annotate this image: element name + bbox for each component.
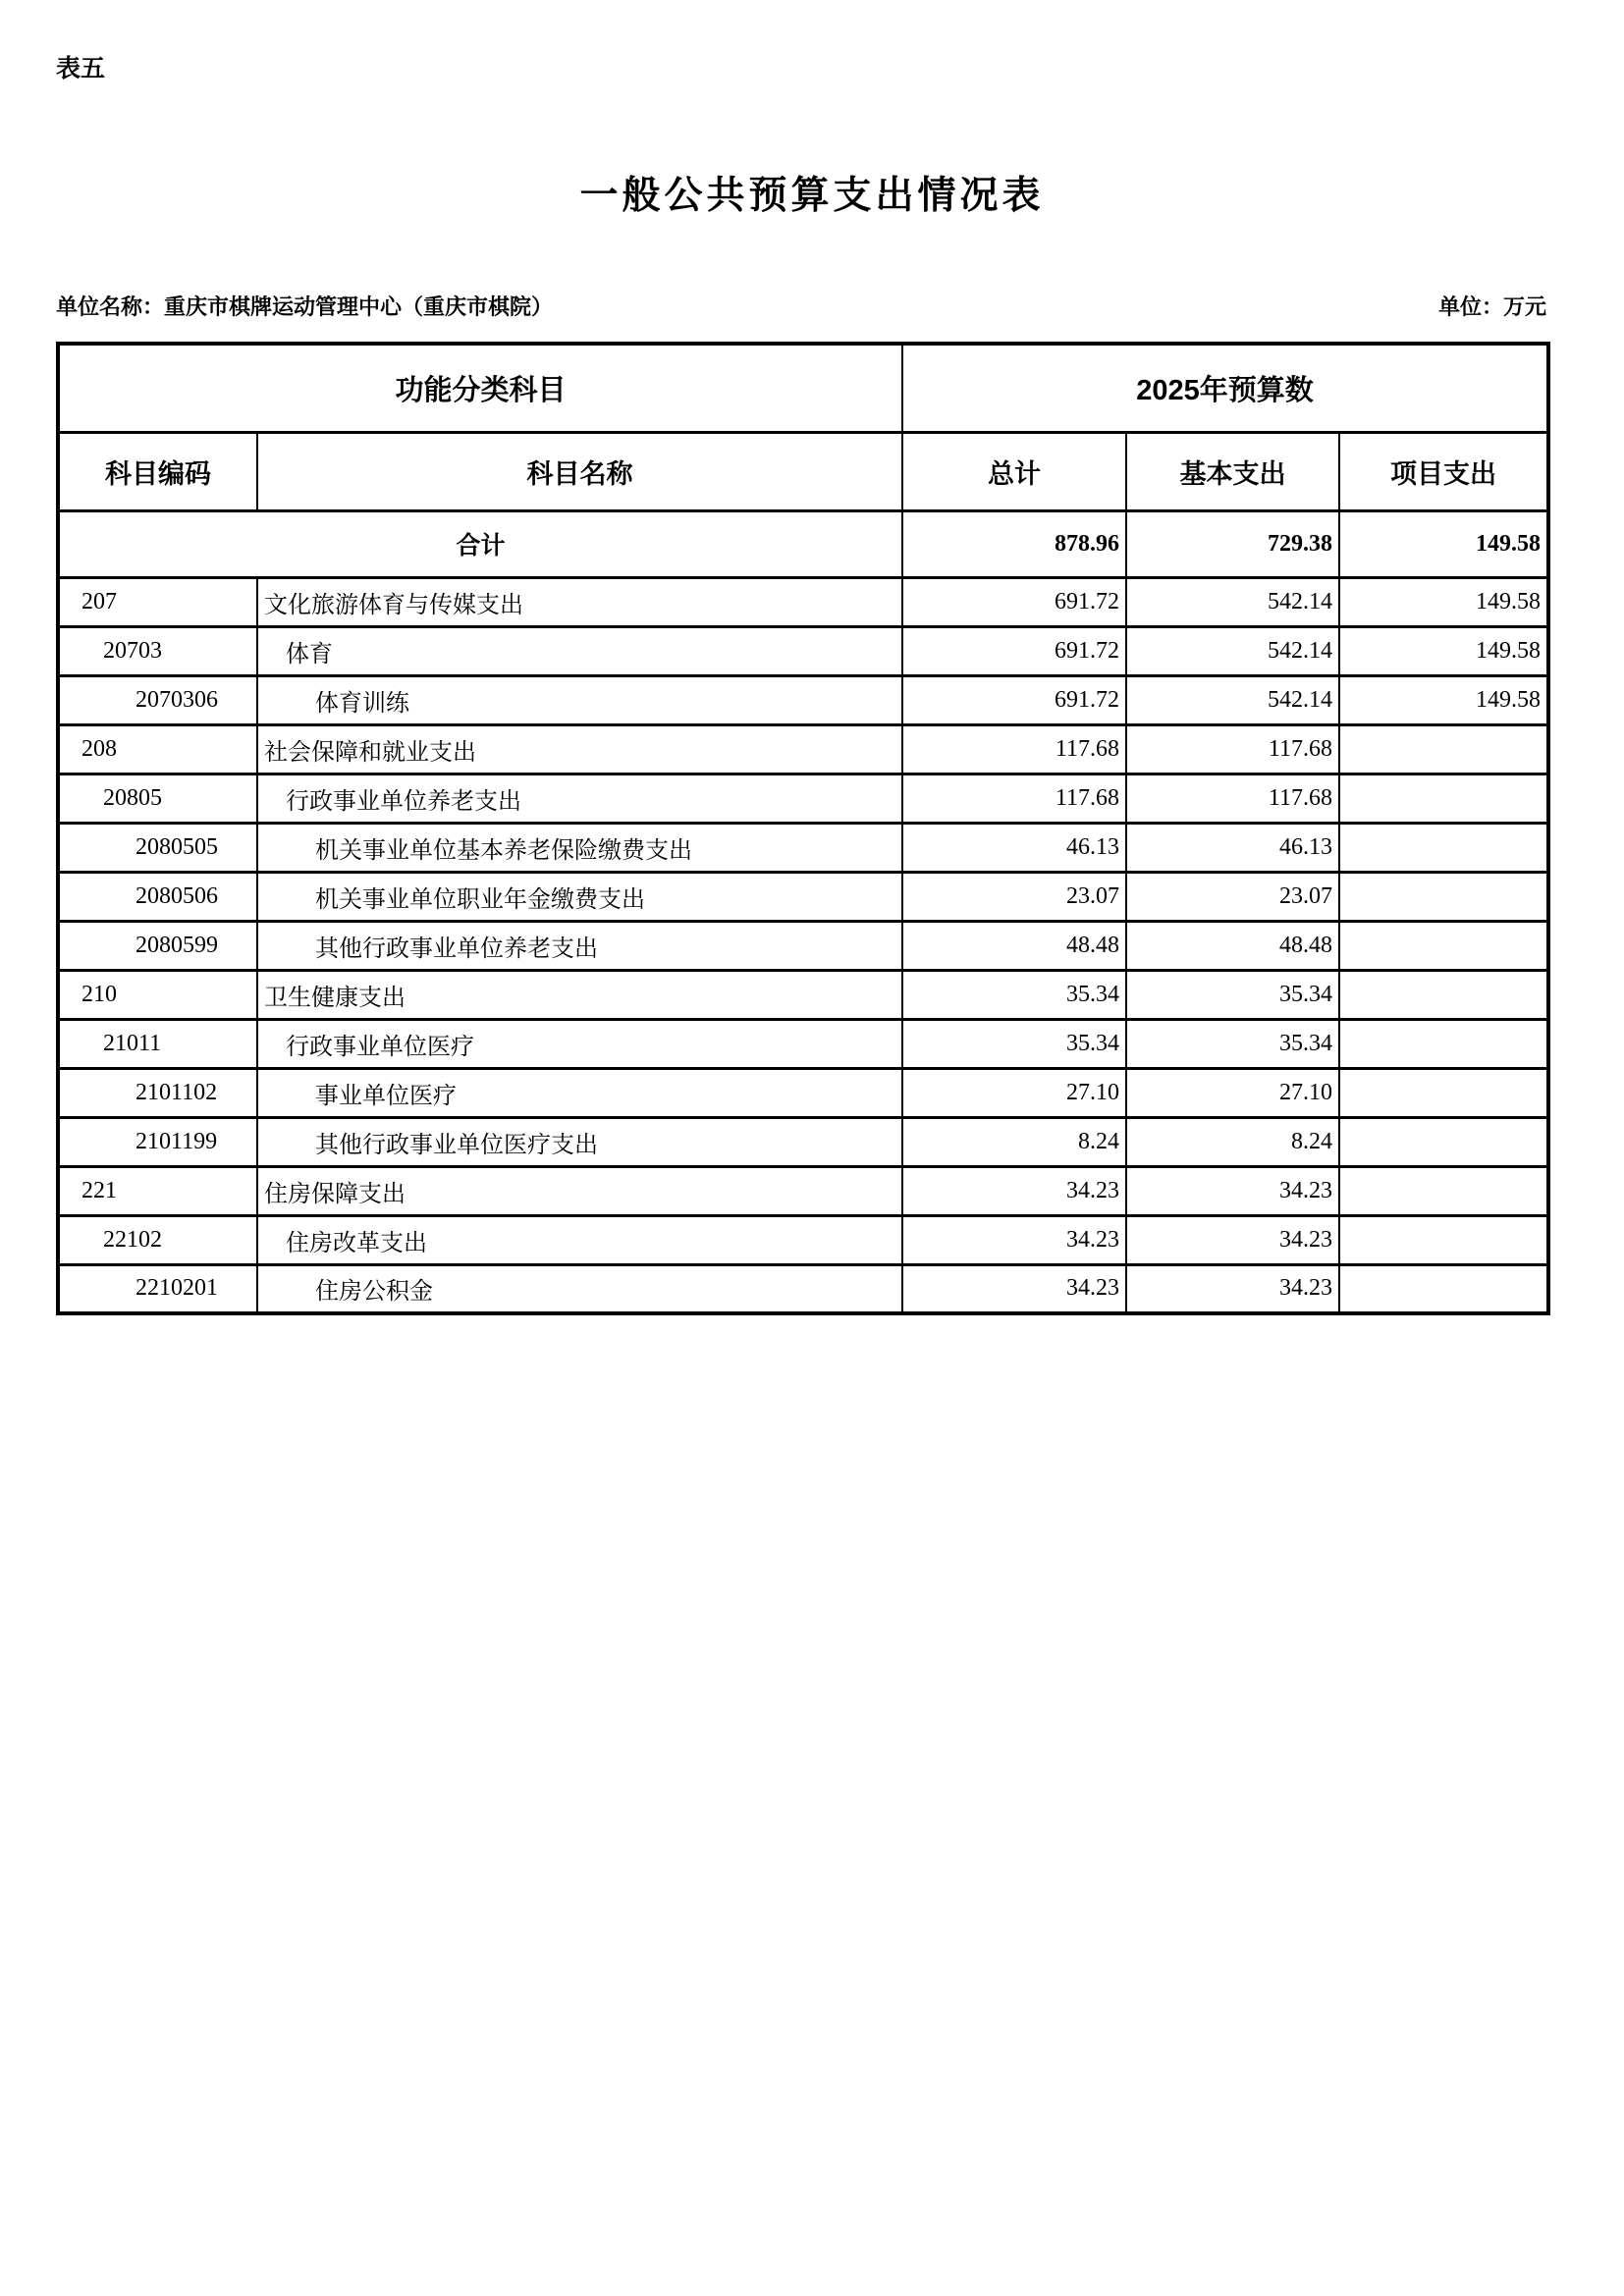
table-row xyxy=(58,626,1548,675)
subject-name-cell: 卫生健康支出 xyxy=(257,970,902,1019)
table-row xyxy=(58,921,1548,970)
basic-value-cell: 46.13 xyxy=(1126,823,1339,872)
subject-code-cell: 210 xyxy=(58,970,257,1019)
total-value-cell: 35.34 xyxy=(902,970,1126,1019)
currency-unit-label: 单位：万元 xyxy=(1437,294,1546,319)
total-value-cell: 34.23 xyxy=(902,1166,1126,1215)
grand-total-project-cell: 149.58 xyxy=(1339,510,1548,577)
budget-table xyxy=(56,342,1550,1315)
subject-code-cell: 22102 xyxy=(58,1215,257,1264)
table-row xyxy=(58,1166,1548,1215)
basic-value-cell: 23.07 xyxy=(1126,872,1339,921)
table-row xyxy=(58,1215,1548,1264)
total-value-cell: 35.34 xyxy=(902,1019,1126,1068)
table-row xyxy=(58,1019,1548,1068)
total-value-cell: 48.48 xyxy=(902,921,1126,970)
basic-value-cell: 542.14 xyxy=(1126,675,1339,724)
subject-name-cell: 事业单位医疗 xyxy=(257,1068,902,1117)
project-value-cell xyxy=(1339,1264,1548,1313)
basic-value-cell: 48.48 xyxy=(1126,921,1339,970)
project-value-cell xyxy=(1339,1068,1548,1117)
grand-total-total-cell: 878.96 xyxy=(902,510,1126,577)
subject-name-cell: 社会保障和就业支出 xyxy=(257,724,902,774)
header-project-expenditure: 项目支出 xyxy=(1339,432,1548,510)
header-function-classification: 功能分类科目 xyxy=(58,344,902,432)
header-columns-row xyxy=(58,432,1548,510)
total-value-cell: 691.72 xyxy=(902,675,1126,724)
total-value-cell: 691.72 xyxy=(902,626,1126,675)
project-value-cell xyxy=(1339,1117,1548,1166)
subject-code-cell: 21011 xyxy=(58,1019,257,1068)
table-row xyxy=(58,1264,1548,1313)
project-value-cell: 149.58 xyxy=(1339,626,1548,675)
project-value-cell xyxy=(1339,774,1548,823)
project-value-cell xyxy=(1339,1166,1548,1215)
table-row xyxy=(58,970,1548,1019)
table-row xyxy=(58,577,1548,626)
project-value-cell xyxy=(1339,724,1548,774)
project-value-cell: 149.58 xyxy=(1339,577,1548,626)
basic-value-cell: 34.23 xyxy=(1126,1215,1339,1264)
total-value-cell: 23.07 xyxy=(902,872,1126,921)
basic-value-cell: 34.23 xyxy=(1126,1166,1339,1215)
basic-value-cell: 542.14 xyxy=(1126,577,1339,626)
subject-code-cell: 2080505 xyxy=(58,823,257,872)
subject-code-cell: 2210201 xyxy=(58,1264,257,1313)
subject-name-cell: 文化旅游体育与传媒支出 xyxy=(257,577,902,626)
header-budget-2025: 2025年预算数 xyxy=(902,344,1548,432)
subject-name-cell: 住房保障支出 xyxy=(257,1166,902,1215)
project-value-cell xyxy=(1339,1215,1548,1264)
basic-value-cell: 8.24 xyxy=(1126,1117,1339,1166)
subject-name-cell: 住房公积金 xyxy=(257,1264,902,1313)
subject-code-cell: 221 xyxy=(58,1166,257,1215)
total-value-cell: 117.68 xyxy=(902,724,1126,774)
total-value-cell: 27.10 xyxy=(902,1068,1126,1117)
table-row xyxy=(58,724,1548,774)
project-value-cell xyxy=(1339,1019,1548,1068)
project-value-cell xyxy=(1339,921,1548,970)
header-basic-expenditure: 基本支出 xyxy=(1126,432,1339,510)
subject-code-cell: 20805 xyxy=(58,774,257,823)
subject-name-cell: 机关事业单位职业年金缴费支出 xyxy=(257,872,902,921)
header-subject-name: 科目名称 xyxy=(257,432,902,510)
table-row xyxy=(58,1068,1548,1117)
table-row xyxy=(58,774,1548,823)
table-row xyxy=(58,872,1548,921)
header-group-row xyxy=(58,344,1548,432)
total-value-cell: 691.72 xyxy=(902,577,1126,626)
project-value-cell: 149.58 xyxy=(1339,675,1548,724)
project-value-cell xyxy=(1339,823,1548,872)
subject-name-cell: 行政事业单位医疗 xyxy=(257,1019,902,1068)
subject-name-cell: 其他行政事业单位养老支出 xyxy=(257,921,902,970)
basic-value-cell: 27.10 xyxy=(1126,1068,1339,1117)
basic-value-cell: 34.23 xyxy=(1126,1264,1339,1313)
basic-value-cell: 35.34 xyxy=(1126,970,1339,1019)
subject-name-cell: 体育 xyxy=(257,626,902,675)
basic-value-cell: 35.34 xyxy=(1126,1019,1339,1068)
project-value-cell xyxy=(1339,872,1548,921)
subject-name-cell: 住房改革支出 xyxy=(257,1215,902,1264)
subject-name-cell: 机关事业单位基本养老保险缴费支出 xyxy=(257,823,902,872)
header-total: 总计 xyxy=(902,432,1126,510)
basic-value-cell: 117.68 xyxy=(1126,724,1339,774)
table-number-label: 表五 xyxy=(56,55,106,82)
subject-name-cell: 行政事业单位养老支出 xyxy=(257,774,902,823)
subject-code-cell: 2080599 xyxy=(58,921,257,970)
subject-code-cell: 208 xyxy=(58,724,257,774)
subject-code-cell: 207 xyxy=(58,577,257,626)
subject-name-cell: 体育训练 xyxy=(257,675,902,724)
grand-total-row xyxy=(58,510,1548,577)
grand-total-basic-cell: 729.38 xyxy=(1126,510,1339,577)
total-value-cell: 46.13 xyxy=(902,823,1126,872)
subject-code-cell: 20703 xyxy=(58,626,257,675)
total-value-cell: 8.24 xyxy=(902,1117,1126,1166)
basic-value-cell: 542.14 xyxy=(1126,626,1339,675)
page-title: 一般公共预算支出情况表 xyxy=(579,175,1045,217)
table-row xyxy=(58,675,1548,724)
basic-value-cell: 117.68 xyxy=(1126,774,1339,823)
subject-code-cell: 2070306 xyxy=(58,675,257,724)
total-value-cell: 117.68 xyxy=(902,774,1126,823)
subject-code-cell: 2080506 xyxy=(58,872,257,921)
table-row xyxy=(58,1117,1548,1166)
subject-code-cell: 2101102 xyxy=(58,1068,257,1117)
table-row xyxy=(58,823,1548,872)
header-subject-code: 科目编码 xyxy=(58,432,257,510)
subject-code-cell: 2101199 xyxy=(58,1117,257,1166)
total-value-cell: 34.23 xyxy=(902,1264,1126,1313)
project-value-cell xyxy=(1339,970,1548,1019)
total-value-cell: 34.23 xyxy=(902,1215,1126,1264)
meta-row xyxy=(56,291,1546,321)
grand-total-label: 合计 xyxy=(58,510,902,577)
subject-name-cell: 其他行政事业单位医疗支出 xyxy=(257,1117,902,1166)
unit-name-label: 单位名称：重庆市棋牌运动管理中心（重庆市棋院） xyxy=(56,294,554,319)
